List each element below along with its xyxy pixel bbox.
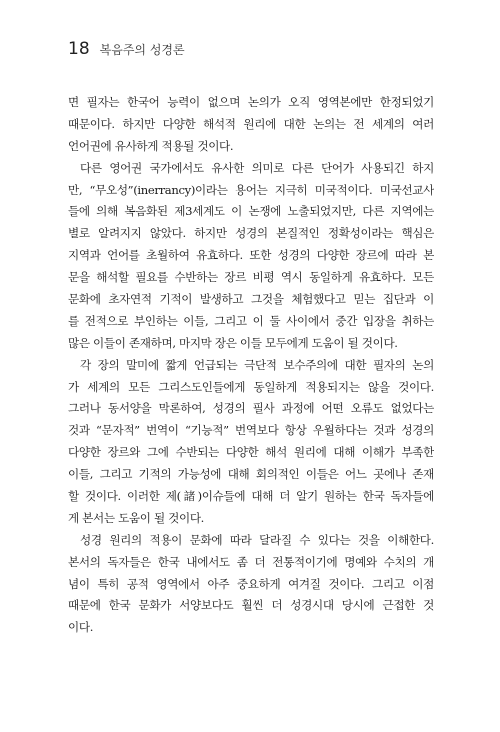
page-header [68, 39, 185, 61]
text-line: 다양한 장르와 그에 수반되는 다양한 해석 원리에 대해 이해가 부족한 [68, 445, 434, 460]
page-number: 18 [68, 39, 90, 59]
text-line: 게 본서는 도움이 될 것이다. [68, 510, 205, 525]
text-line: 면 필자는 한국어 능력이 없으며 논의가 오직 영역본에만 한정되었기 [68, 95, 434, 109]
text-line: 가 세계의 모든 그리스도인들에게 동일하게 적용되지는 않을 것이다. [68, 379, 434, 394]
running-title: 복음주의 성경론 [99, 43, 185, 57]
text-line: 이들, 그리고 기적의 가능성에 대해 회의적인 이들은 어느 곳에나 존재 [68, 467, 434, 482]
text-line: 그러나 동서양을 막론하여, 성경의 필사 과정에 어떤 오류도 없었다는 [68, 401, 434, 416]
text-line: 때문에 한국 문화가 서양보다도 훨씬 더 성경시대 당시에 근접한 것 [68, 598, 434, 613]
text-line: 각 장의 말미에 짧게 언급되는 극단적 보수주의에 대한 필자의 논의 [80, 357, 434, 372]
text-line: 언어권에 유사하게 적용될 것이다. [68, 138, 234, 153]
text-line: 지역과 언어를 초월하여 유효하다. 또한 성경의 다양한 장르에 따라 본 [68, 248, 434, 263]
paragraph [68, 530, 434, 639]
text-line: 것과 “문자적” 번역이 “기능적” 번역보다 항상 우월하다는 것과 성경의 [68, 423, 434, 438]
text-line: 본서의 독자들은 한국 내에서도 좀 더 전통적이기에 명예와 수치의 개 [68, 554, 434, 569]
text-line: 많은 이들이 존재하며, 마지막 장은 이들 모두에게 도움이 될 것이다. [68, 335, 398, 350]
text-line: 성경 원리의 적용이 문화에 따라 달라질 수 있다는 것을 이해한다. [80, 532, 434, 547]
text-line: 이다. [68, 620, 94, 635]
text-line: 문을 해석할 필요를 수반하는 장르 비평 역시 동일하게 유효하다. 모든 [68, 270, 434, 285]
text-line: 때문이다. 하지만 다양한 해석적 원리에 대한 논의는 전 세계의 여러 [68, 116, 434, 131]
text-line: 만, “무오성”(inerrancy)이라는 용어는 지극히 미국적이다. 미국선교사 [68, 182, 434, 197]
text-line: 들에 의해 복음화된 제3세계도 이 논쟁에 노출되었지만, 다른 지역에는 [68, 204, 434, 219]
paragraph [68, 355, 434, 530]
paragraph [68, 92, 434, 158]
text-line: 별로 알려지지 않았다. 하지만 성경의 본질적인 정확성이라는 핵심은 [68, 226, 434, 241]
body-text [68, 92, 434, 639]
text-line: 를 전적으로 부인하는 이들, 그리고 이 둘 사이에서 중간 입장을 취하는 [68, 313, 434, 328]
text-line: 할 것이다. 이러한 제(諸)이슈들에 대해 더 알기 원하는 한국 독자들에 [68, 489, 434, 504]
text-line: 다른 영어권 국가에서도 유사한 의미로 다른 단어가 사용되긴 하지 [80, 160, 434, 175]
text-line: 념이 특히 공적 영역에서 아주 중요하게 여겨질 것이다. 그리고 이점 [68, 576, 434, 591]
paragraph [68, 158, 434, 355]
text-line: 문화에 초자연적 기적이 발생하고 그것을 체험했다고 믿는 집단과 이 [68, 292, 434, 307]
